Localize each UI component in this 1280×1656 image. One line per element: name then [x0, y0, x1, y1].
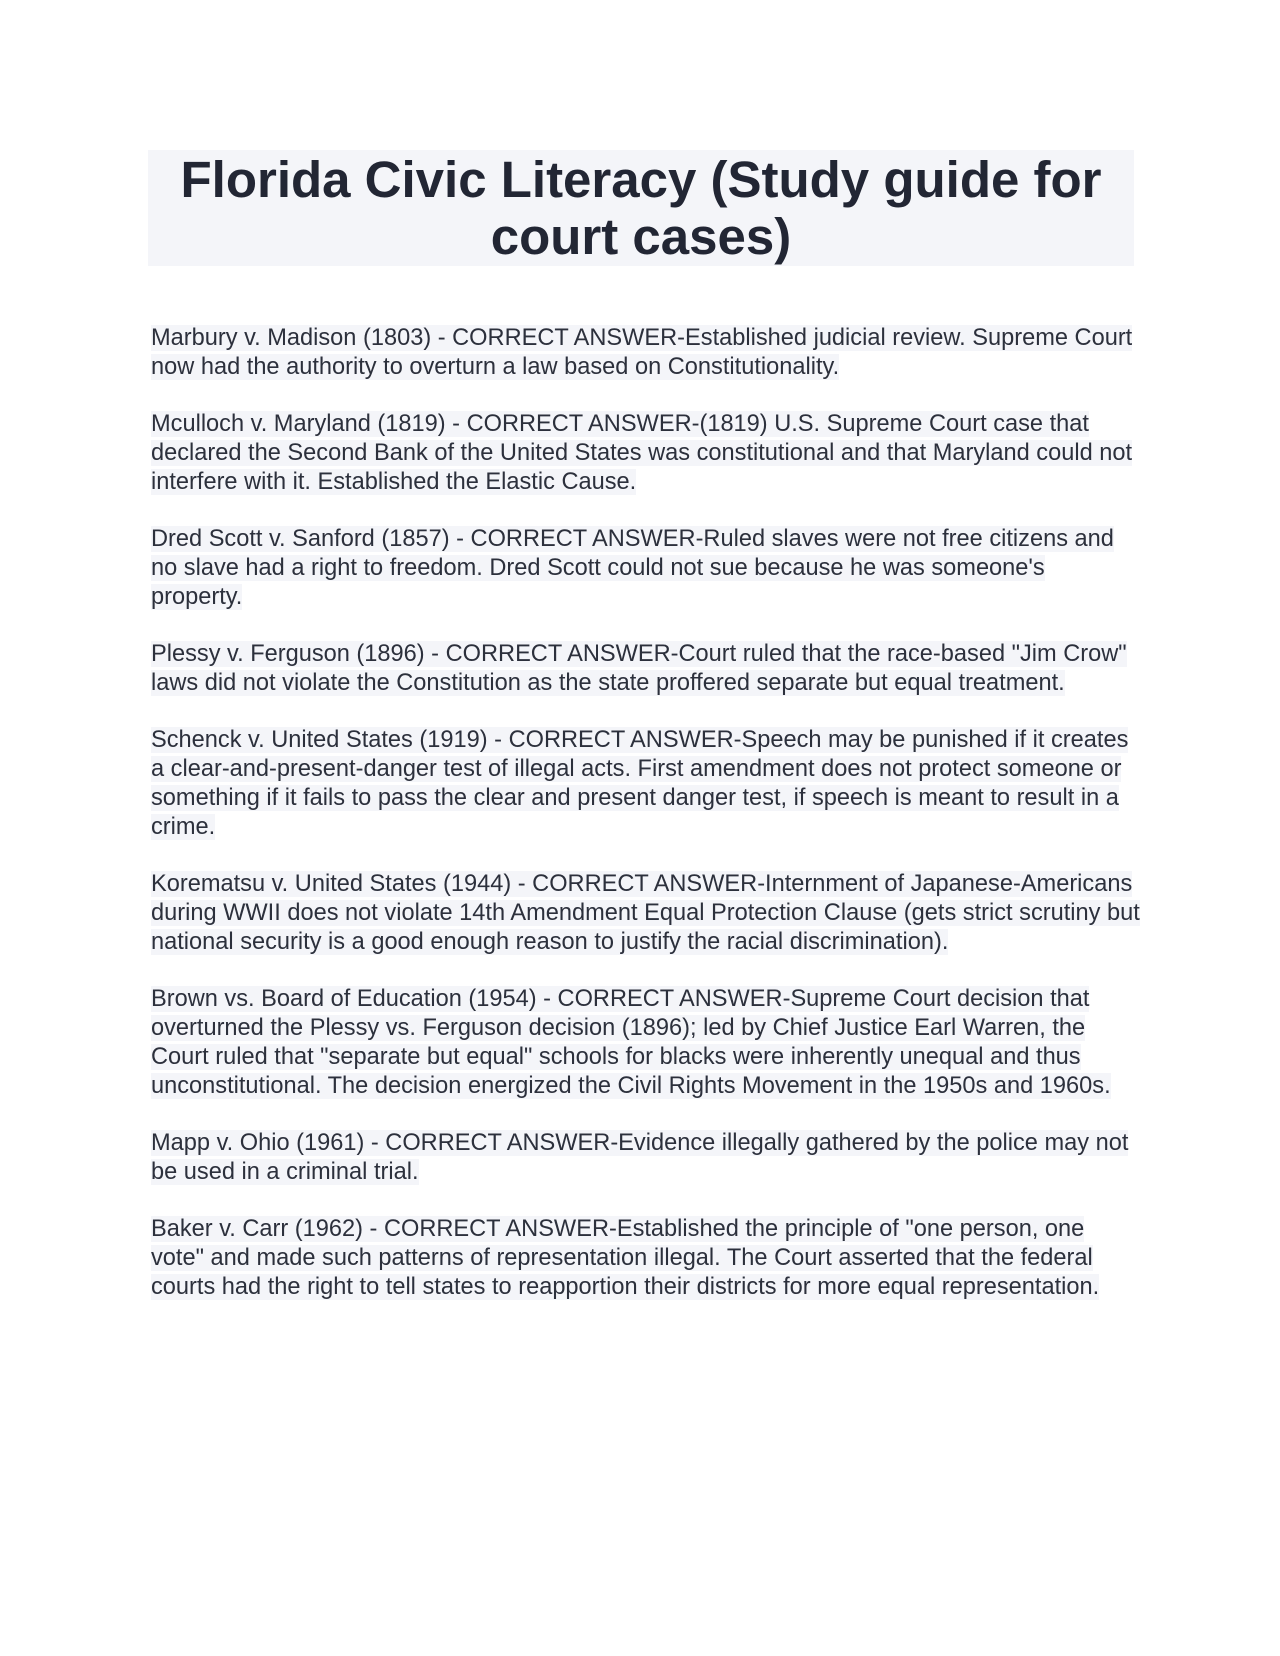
court-case-list	[151, 324, 1141, 1330]
court-case-entry	[151, 870, 1141, 957]
court-case-text: Brown vs. Board of Education (1954) - CORRECT ANSWER-Supreme Court decision that overturned the Plessy vs. Ferguson decision (1896); led by Chief Justice Earl Warren, the Court ruled that "separate but equal" schools for blacks were inherently unequal and thus unconstitutional. The decision energized the Civil Rights Movement in the 1950s and 1960s.	[151, 986, 1111, 1099]
court-case-text: Dred Scott v. Sanford (1857) - CORRECT ANSWER-Ruled slaves were not free citizens and no slave had a right to freedom. Dred Scott could not sue because he was someone's property.	[151, 526, 1114, 610]
court-case-text: Mapp v. Ohio (1961) - CORRECT ANSWER-Evidence illegally gathered by the police may not be used in a criminal trial.	[151, 1130, 1129, 1185]
court-case-text: Marbury v. Madison (1803) - CORRECT ANSWER-Established judicial review. Supreme Court now had the authority to overturn a law based on Constitutionality.	[151, 325, 1133, 380]
court-case-text: Baker v. Carr (1962) - CORRECT ANSWER-Established the principle of "one person, one vote" and made such patterns of representation illegal. The Court asserted that the federal courts had the right to tell states to reapportion their districts for more equal representation.	[151, 1216, 1100, 1300]
court-case-entry	[151, 1215, 1141, 1302]
court-case-entry	[151, 324, 1141, 382]
court-case-entry	[151, 726, 1141, 842]
court-case-text: Mculloch v. Maryland (1819) - CORRECT ANSWER-(1819) U.S. Supreme Court case that declared the Second Bank of the United States was constitutional and that Maryland could not interfere with it. Established the Elastic Cause.	[151, 411, 1133, 495]
court-case-entry	[151, 410, 1141, 497]
court-case-text: Schenck v. United States (1919) - CORRECT ANSWER-Speech may be punished if it creates a clear-and-present-danger test of illegal acts. First amendment does not protect someone or something if it fails to pass the clear and present danger test, if speech is meant to result in a crime.	[151, 727, 1129, 840]
title-block	[148, 150, 1134, 266]
court-case-text: Plessy v. Ferguson (1896) - CORRECT ANSWER-Court ruled that the race-based "Jim Crow" laws did not violate the Constitution as the state proffered separate but equal treatment.	[151, 641, 1127, 696]
court-case-text: Korematsu v. United States (1944) - CORRECT ANSWER-Internment of Japanese-Americans during WWII does not violate 14th Amendment Equal Protection Clause (gets strict scrutiny but national security is a good enough reason to justify the racial discrimination).	[151, 871, 1140, 955]
court-case-entry	[151, 525, 1141, 612]
court-case-entry	[151, 1129, 1141, 1187]
page-title: Florida Civic Literacy (Study guide for court cases)	[180, 151, 1102, 265]
court-case-entry	[151, 985, 1141, 1101]
court-case-entry	[151, 640, 1141, 698]
